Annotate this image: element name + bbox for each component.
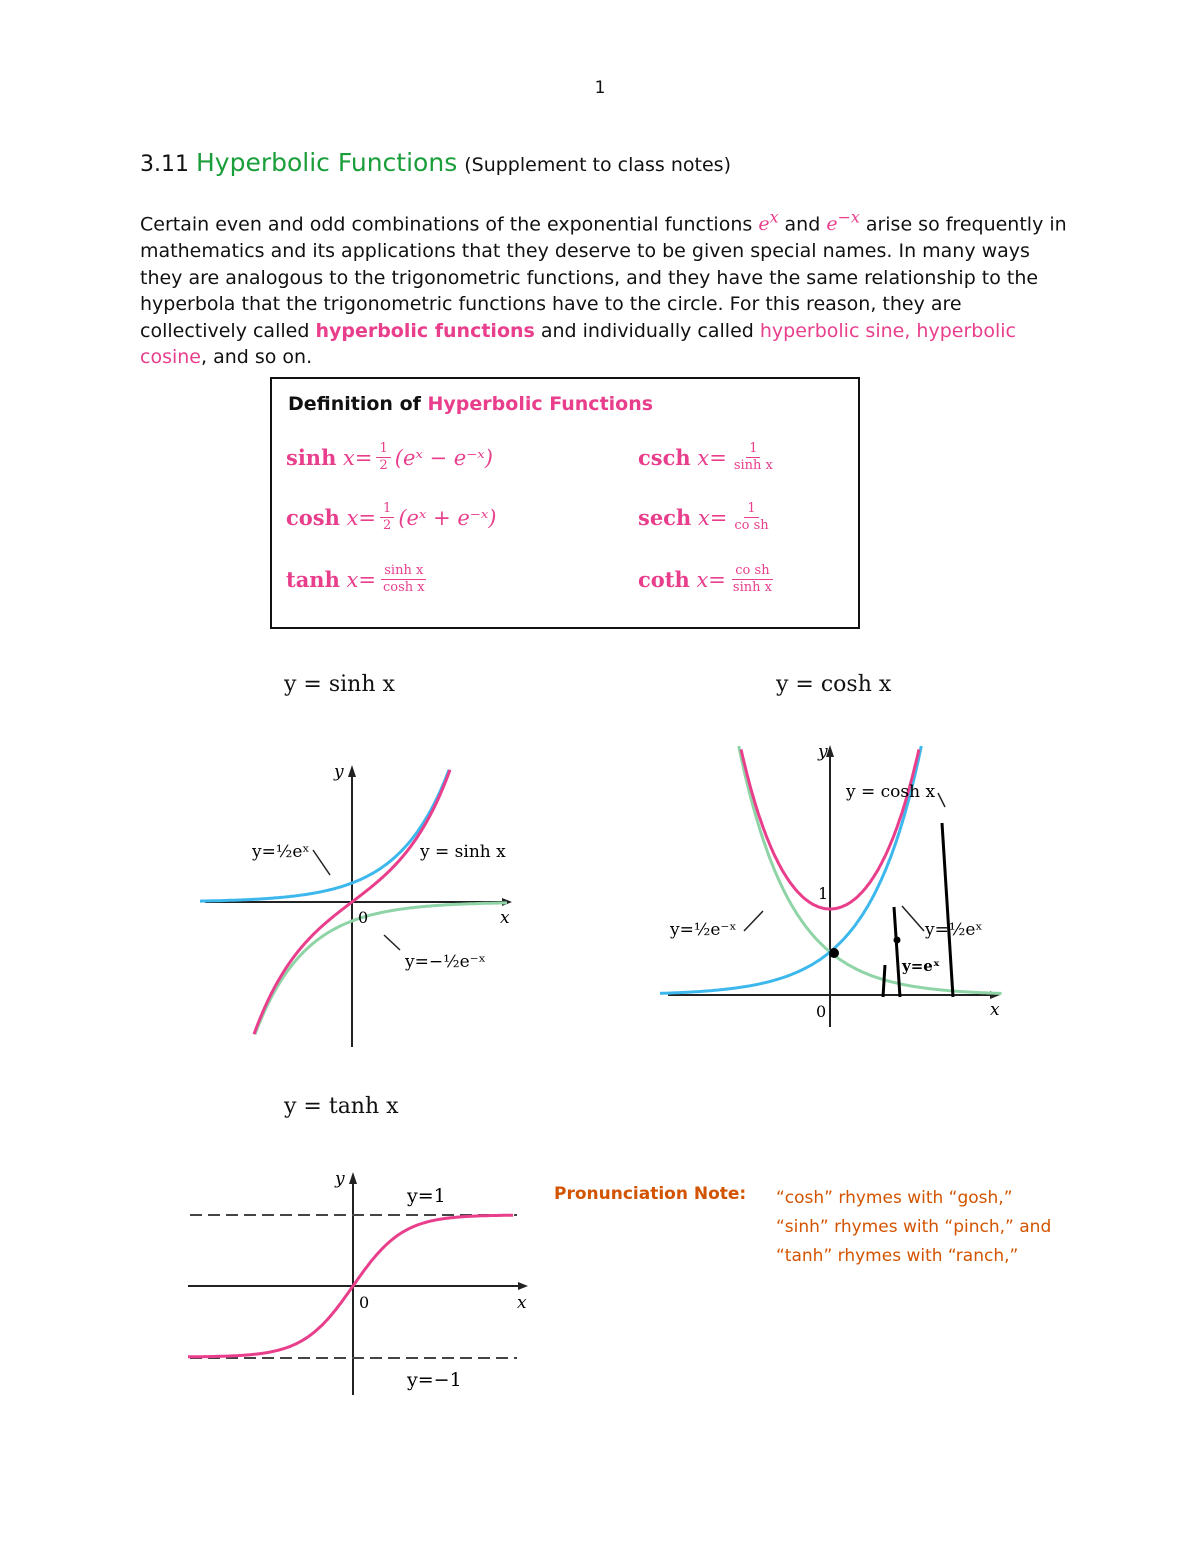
cosh-y-label: y [818, 742, 828, 762]
formula-sech: sech x = $\frac{1}{\text{co sh}}$ [638, 501, 769, 533]
term-hyperbolic-functions: hyperbolic functions [315, 319, 535, 342]
section-title [140, 148, 731, 177]
heading-tanh: y = tanh x [284, 1094, 399, 1119]
tanh-upper-label: y=1 [407, 1185, 446, 1207]
half-ex-label: y=½eˣ [252, 842, 310, 862]
intro-paragraph [140, 205, 1070, 371]
handwritten-dot [894, 937, 901, 944]
half-ex-label: y=½eˣ [925, 920, 983, 940]
sinh-y-arrow [348, 765, 356, 777]
cosh-x-label: x [990, 1000, 1000, 1020]
pointer-half-ex [902, 906, 924, 931]
sinh-x-label: x [500, 908, 510, 928]
exp-x: $e^x$ [758, 208, 779, 236]
formula-csch: csch x = $\frac{1}{\text{sinh x}}$ [638, 441, 773, 473]
section-subtitle: (Supplement to class notes) [464, 154, 731, 176]
note-line-cosh: “cosh” rhymes with “gosh,” [776, 1188, 1013, 1208]
neg-half-emx-label: y=−½e⁻ˣ [405, 952, 486, 972]
definition-title: Definition of Hyperbolic Functions [288, 393, 654, 415]
tanh-x-label: x [517, 1293, 527, 1313]
tanh-x-arrow [518, 1282, 528, 1290]
pronunciation-lines [776, 1184, 1051, 1271]
intro-text-1: Certain even and odd combinations of the exponential functions [140, 213, 759, 236]
pronunciation-label: Pronunciation Note: [554, 1184, 747, 1204]
half-emx-label: y=½e⁻ˣ [670, 920, 737, 940]
tanh-graph [185, 1160, 535, 1400]
tanh-origin: 0 [359, 1293, 370, 1312]
handwritten-stroke-1 [883, 965, 885, 997]
intro-text-4: , and so on. [200, 346, 313, 369]
section-number: 3.11 [140, 152, 189, 177]
cosh-graph [660, 735, 1020, 1035]
definition-box [270, 377, 860, 629]
formula-sinh: sinh x = $\frac{1}{2}$ (eˣ − e⁻ˣ) [286, 441, 493, 473]
tanh-lower-label: y=−1 [407, 1369, 462, 1391]
half-ex-curve [200, 770, 449, 901]
formula-tanh: tanh x = $\frac{\text{sinh x}}{\text{cosh x}}$ [286, 563, 425, 595]
section-name: Hyperbolic Functions [195, 148, 458, 177]
note-line-sinh: “sinh” rhymes with “pinch,” and [776, 1217, 1052, 1237]
cosh-curve-label: y = cosh x [846, 782, 936, 802]
page-number: 1 [594, 78, 606, 98]
tanh-y-arrow [349, 1172, 357, 1184]
intro-text-2: arise so frequently in mathematics and its applications that they deserve to be given special names. In many ways they are analogous to the trigonometric functions, and they have the same relationship to the hyperbola that the trigonometric functions have to the circle. For this reason, they are collectively called [140, 213, 1067, 342]
pointer-neg-half-emx [384, 935, 400, 950]
intro-text-3: and individually called [534, 319, 760, 342]
sinh-graph [200, 755, 520, 1055]
heading-sinh: y = sinh x [284, 672, 395, 697]
handwritten-stroke-3 [942, 823, 953, 997]
pointer-cosh [938, 793, 945, 807]
sinh-y-label: y [334, 762, 344, 782]
term-names: hyperbolic sine, hyperbolic cosine [140, 319, 1016, 369]
pointer-half-emx [744, 911, 763, 931]
pointer-half-ex [313, 850, 330, 875]
heading-cosh: y = cosh x [776, 672, 892, 697]
sinh-origin: 0 [358, 908, 369, 927]
intercept-point [829, 948, 839, 958]
handwritten-label: y=eˣ [902, 957, 940, 975]
cosh-one: 1 [818, 884, 829, 903]
exp-minus-x: $e^{-x}$ [826, 208, 860, 236]
note-line-tanh: “tanh” rhymes with “ranch,” [776, 1246, 1019, 1266]
intro-and: and [778, 213, 827, 236]
formula-coth: coth x = $\frac{\text{co sh}}{\text{sinh x}}$ [638, 563, 772, 595]
formula-cosh: cosh x = $\frac{1}{2}$ (eˣ + e⁻ˣ) [286, 501, 497, 533]
cosh-origin: 0 [816, 1002, 827, 1021]
sinh-curve-label: y = sinh x [420, 842, 506, 862]
tanh-y-label: y [335, 1169, 345, 1189]
